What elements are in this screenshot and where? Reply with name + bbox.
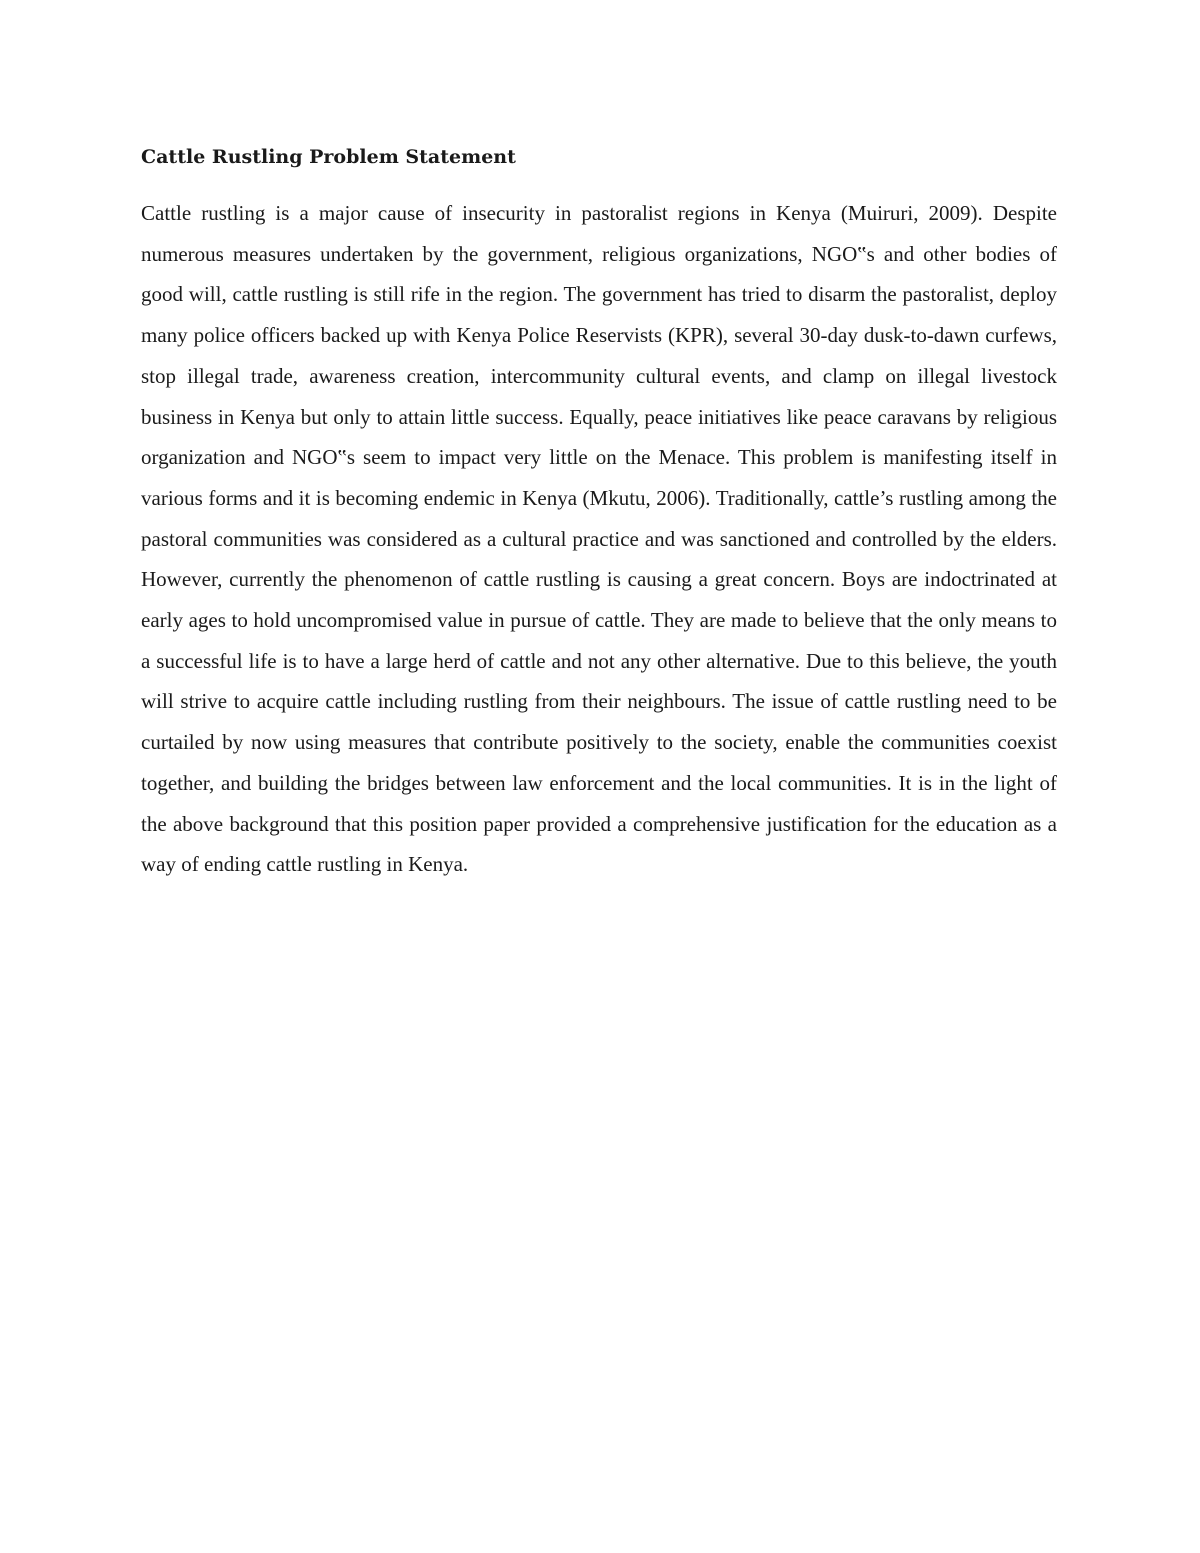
body-paragraph: Cattle rustling is a major cause of insecurity in pastoralist regions in Kenya (Muiruri, 2009). Despite numerous measures undertaken by the government, religious organizations, NGO‟s and other bodies of good will, cattle rustling is still rife in the region. The government has tried to disarm the pastoralist, deploy many police officers backed up with Kenya Police Reservists (KPR), several 30-day dusk-to-dawn curfews, stop illegal trade, awareness creation, intercommunity cultural events, and clamp on illegal livestock business in Kenya but only to attain little success. Equally, peace initiatives like peace caravans by religious organization and NGO‟s seem to impact very little on the Menace. This problem is manifesting itself in various forms and it is becoming endemic in Kenya (Mkutu, 2006). Traditionally, cattle’s rustling among the pastoral communities was considered as a cultural practice and was sanctioned and controlled by the elders. However, currently the phenomenon of cattle rustling is causing a great concern. Boys are indoctrinated at early ages to hold uncompromised value in pursue of cattle. They are made to believe that the only means to a successful life is to have a large herd of cattle and not any other alternative. Due to this believe, the youth will strive to acquire cattle including rustling from their neighbours. The issue of cattle rustling need to be curtailed by now using measures that contribute positively to the society, enable the communities coexist together, and building the bridges between law enforcement and the local communities. It is in the light of the above background that this position paper provided a comprehensive justification for the education as a way of ending cattle rustling in Kenya.: [141, 201, 1057, 877]
document-title: Cattle Rustling Problem Statement: [141, 146, 516, 168]
